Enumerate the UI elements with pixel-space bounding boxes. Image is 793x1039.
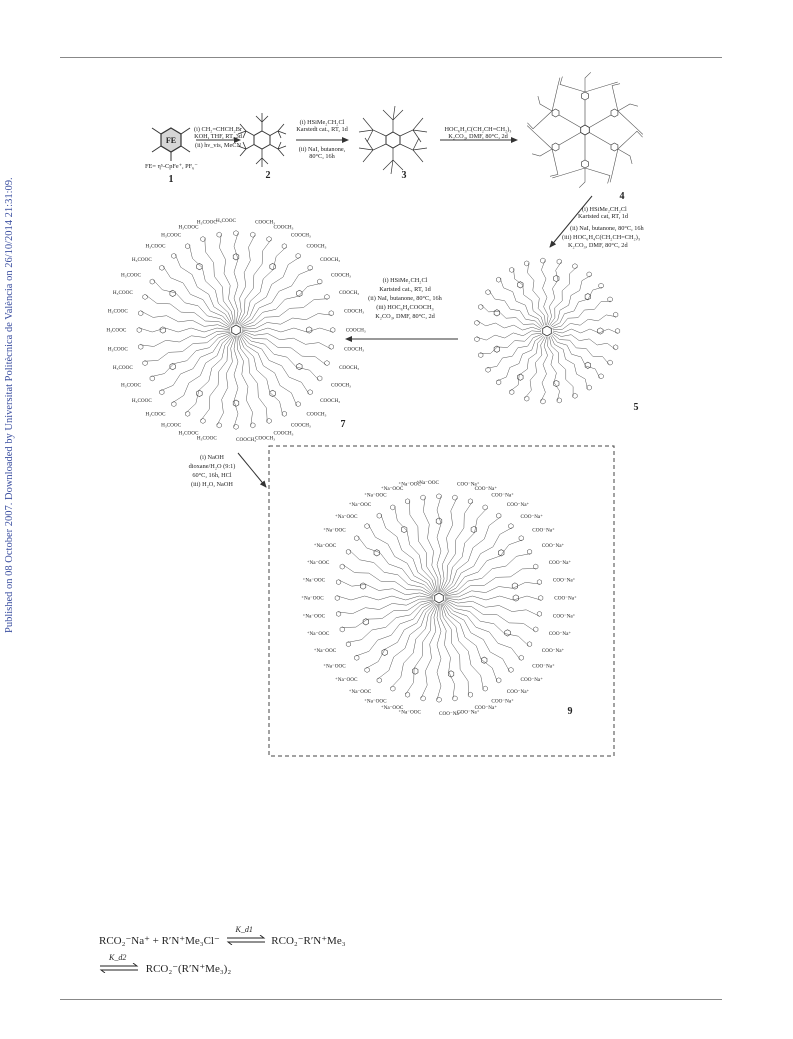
peripheral-group-label: COO⁻Na⁺	[541, 647, 565, 654]
branch-ring	[518, 374, 524, 380]
dendron-chain	[552, 287, 603, 327]
peripheral-ring	[534, 627, 539, 632]
peripheral-ring	[599, 374, 604, 379]
peripheral-ring	[405, 499, 410, 504]
peripheral-ring	[527, 642, 532, 647]
step-5-line-2: Kartsted cat., RT, 1d	[379, 286, 431, 293]
dendron-chain	[445, 600, 535, 631]
dendron-chain	[541, 337, 548, 401]
dendron-chain	[342, 600, 434, 628]
peripheral-group-label: ⁺Na⁻OOC	[348, 502, 372, 509]
branch-ring	[360, 583, 366, 589]
peripheral-group-label: ⁺Na⁻OOC	[398, 481, 421, 488]
dendron-chain	[241, 283, 321, 327]
peripheral-ring	[497, 678, 502, 683]
peripheral-group-label: H₃COOC	[196, 435, 217, 442]
peripheral-ring	[201, 237, 206, 242]
peripheral-group-label: COO⁻Na⁺	[532, 527, 555, 534]
dendron-chain	[366, 602, 435, 668]
peripheral-ring	[573, 264, 578, 269]
peripheral-group-label: ⁺Na⁻OOC	[313, 647, 337, 654]
dendron-chain	[144, 332, 230, 361]
peripheral-group-label: COOCH₃	[344, 346, 365, 353]
label-compound-9: 9	[567, 706, 573, 717]
branch-ring	[413, 668, 419, 674]
step-2-line-3: (ii) NaI, butanone,	[298, 146, 346, 153]
peripheral-ring	[483, 505, 488, 510]
peripheral-group-label: COO⁻Na⁺	[491, 698, 514, 705]
peripheral-group-label: COO⁻Na⁺	[520, 514, 543, 520]
peripheral-group-label: COO⁻Na⁺	[439, 710, 462, 717]
dendron-chain	[541, 261, 548, 326]
peripheral-ring	[318, 376, 323, 381]
dendron-chain	[239, 335, 283, 415]
dendron-chain	[551, 276, 591, 327]
dendron-chain	[444, 554, 530, 596]
core-ring	[543, 326, 552, 336]
step-4-line-5: K₂CO₃, DMF, 80°C, 2d	[568, 242, 628, 249]
peripheral-ring	[421, 696, 426, 701]
peripheral-ring	[525, 261, 530, 266]
step-2-line-1: (i) HSiMe₂CH₂Cl	[299, 119, 345, 126]
equilibrium-arrow-1-glyph	[226, 935, 266, 945]
step-6-line-4: (iii) H₂O, NaOH	[191, 481, 233, 488]
peripheral-group-label: COOCH₃	[320, 398, 341, 404]
step-2-line-2: Karstedt cat., RT, 1d	[296, 126, 348, 133]
peripheral-group-label: COOCH₃	[339, 365, 360, 371]
branch-ring	[401, 526, 407, 532]
fe-legend: FE= η⁵-CpFe⁺, PF₆⁻	[145, 163, 198, 170]
dendron-chain	[500, 278, 543, 326]
branch-ring	[554, 275, 560, 281]
peripheral-ring	[557, 259, 562, 264]
step-4-line-4: (iii) HOC₆H₄C(CH₂CH=CH₂)₃	[562, 234, 641, 241]
branch-ring	[270, 263, 276, 269]
peripheral-group-label: ⁺Na⁻OOC	[323, 663, 346, 670]
dendron-chain	[369, 525, 435, 594]
peripheral-group-label: COO⁻Na⁺	[548, 559, 572, 566]
peripheral-group-label: COOCH₃	[344, 308, 365, 315]
dendron-chain	[480, 333, 541, 354]
peripheral-ring	[453, 696, 458, 701]
peripheral-group-label: H₃COOC	[112, 290, 133, 296]
peripheral-ring	[329, 344, 334, 349]
peripheral-group-label: ⁺Na⁻OOC	[313, 543, 337, 550]
peripheral-group-label: COOCH₃	[331, 272, 351, 279]
branch-ring	[233, 400, 239, 406]
compound-3	[359, 106, 427, 174]
branch-ring	[585, 362, 591, 368]
dendron-chain	[348, 601, 434, 643]
step-2-line-4: 80°C, 16h	[309, 153, 335, 160]
dendron-chain	[553, 332, 615, 349]
peripheral-group-label: COO⁻Na⁺	[506, 502, 530, 509]
peripheral-ring	[325, 361, 330, 366]
dendron-chain	[441, 502, 472, 592]
dendron-chain	[220, 234, 236, 324]
peripheral-ring	[282, 411, 287, 416]
dendron-chain	[189, 245, 233, 325]
compound-2	[238, 113, 286, 167]
peripheral-group-label: ⁺Na⁻OOC	[348, 688, 372, 695]
step-4-line-2: Kartsted cat, RT, 1d	[578, 213, 629, 220]
peripheral-group-label: H₃COOC	[196, 219, 217, 226]
peripheral-group-label: COO⁻Na⁺	[532, 663, 555, 670]
dendron-chain	[205, 238, 234, 324]
step-4-line-1: (i) HSiMe₂CH₂Cl	[582, 206, 627, 213]
equation-product-1: RCO₂⁻R′N⁺Me₃	[271, 935, 346, 947]
arrow-step-6	[238, 453, 266, 487]
peripheral-ring	[217, 232, 222, 237]
peripheral-group-label: ⁺Na⁻OOC	[380, 485, 404, 492]
peripheral-group-label: COO⁻Na⁺	[552, 577, 576, 584]
dendron-chain	[489, 291, 542, 328]
peripheral-group-label: H₃COOC	[131, 257, 152, 263]
branch-ring	[233, 254, 239, 260]
dendron-chain	[552, 334, 609, 365]
peripheral-ring	[365, 524, 370, 529]
compound-1	[145, 128, 198, 185]
step-1-line-2: KOH, THF, RT, 3d	[194, 133, 242, 140]
peripheral-ring	[475, 320, 480, 325]
peripheral-group-label: COOCH₃	[290, 232, 311, 239]
step-5-line-1: (i) HSiMe₂CH₂Cl	[382, 277, 428, 284]
peripheral-ring	[251, 423, 256, 428]
dendron-chain	[406, 604, 437, 694]
peripheral-ring	[541, 258, 546, 263]
peripheral-group-label: ⁺Na⁻OOC	[302, 577, 326, 584]
peripheral-ring	[453, 495, 458, 500]
dendron-chain	[553, 329, 618, 333]
dendron-chain	[445, 569, 537, 597]
dendron-chain	[553, 315, 616, 330]
peripheral-group-label: H₃COOC	[161, 422, 182, 429]
equilibrium-arrow-2	[99, 952, 139, 976]
branch-ring	[374, 550, 380, 556]
peripheral-group-label: ⁺Na⁻OOC	[306, 631, 330, 638]
peripheral-group-label: H₃COOC	[216, 217, 236, 224]
peripheral-ring	[497, 513, 502, 518]
equation-product-2: RCO₂⁻(R′N⁺Me₃)₂	[145, 963, 232, 975]
peripheral-group-label: COOCH₃	[306, 243, 327, 250]
dendron-chain	[410, 501, 438, 593]
branch-ring	[512, 583, 518, 589]
peripheral-ring	[587, 385, 592, 390]
core-ring	[232, 325, 241, 335]
step-3-line-1: HOC₆H₃C(CH₂CH=CH₂)₃	[444, 126, 512, 133]
peripheral-ring	[405, 692, 410, 697]
peripheral-ring	[185, 411, 190, 416]
label-compound-2: 2	[265, 170, 271, 181]
peripheral-ring	[336, 580, 341, 585]
peripheral-group-label: ⁺Na⁻OOC	[306, 559, 330, 566]
peripheral-group-label: COOCH₃	[236, 437, 256, 444]
core-ring	[435, 593, 444, 603]
peripheral-group-label: H₃COOC	[107, 346, 128, 353]
step-4-line-3: (ii) NaI, butanone, 80°C, 16h	[570, 225, 644, 232]
dendron-chain	[551, 336, 588, 389]
branch-ring	[585, 294, 591, 300]
peripheral-group-label: H₃COOC	[121, 272, 141, 279]
peripheral-group-label: ⁺Na⁻OOC	[335, 514, 358, 520]
peripheral-group-label: COO⁻Na⁺	[491, 492, 514, 499]
peripheral-ring	[143, 294, 148, 299]
peripheral-ring	[519, 655, 524, 660]
download-note-text: Published on 08 October 2007. Downloaded by Universitat Politècnica de València on 26/10/2014 21:31:09.	[4, 177, 15, 633]
branch-ring	[170, 290, 176, 296]
peripheral-ring	[557, 398, 562, 403]
dendron-chain	[241, 269, 312, 326]
peripheral-group-label: COO⁻Na⁺	[457, 709, 480, 716]
dendron-chain	[442, 603, 484, 689]
peripheral-ring	[355, 536, 360, 541]
peripheral-ring	[510, 267, 515, 272]
kd2-label: K_d2	[109, 952, 127, 962]
peripheral-ring	[541, 399, 546, 404]
peripheral-group-label: ⁺Na⁻OOC	[416, 480, 439, 487]
peripheral-group-label: COOCH₃	[339, 290, 360, 296]
peripheral-ring	[251, 232, 256, 237]
peripheral-ring	[377, 678, 382, 683]
peripheral-group-label: COO⁻Na⁺	[520, 677, 543, 683]
peripheral-ring	[296, 253, 301, 258]
dendron-chain	[481, 305, 541, 329]
peripheral-group-label: COOCH₃	[273, 430, 294, 437]
equation-left: RCO₂⁻Na⁺ + R′N⁺Me₃Cl⁻	[99, 935, 220, 947]
compound-7-dendrimer	[106, 218, 366, 443]
peripheral-group-label: COO⁻Na⁺	[457, 481, 480, 488]
peripheral-group-label: ⁺Na⁻OOC	[364, 698, 387, 705]
peripheral-ring	[346, 549, 351, 554]
dendron-chain	[242, 299, 328, 328]
dendron-chain	[161, 334, 232, 391]
peripheral-group-label: COOCH₃	[255, 219, 276, 226]
peripheral-group-label: H₃COOC	[178, 430, 199, 437]
peripheral-ring	[185, 244, 190, 249]
label-compound-1: 1	[168, 174, 174, 185]
peripheral-ring	[519, 536, 524, 541]
peripheral-ring	[355, 655, 360, 660]
peripheral-group-label: COOCH₃	[306, 411, 327, 418]
peripheral-group-label: H₃COOC	[178, 224, 199, 231]
peripheral-group-label: COO⁻Na⁺	[506, 688, 530, 695]
branch-ring	[448, 671, 454, 677]
dendron-chain	[240, 335, 297, 406]
peripheral-ring	[365, 667, 370, 672]
peripheral-ring	[217, 423, 222, 428]
peripheral-group-label: ⁺Na⁻OOC	[364, 492, 387, 499]
peripheral-ring	[437, 494, 442, 499]
label-compound-7: 7	[340, 419, 346, 430]
peripheral-ring	[573, 393, 578, 398]
peripheral-ring	[479, 304, 484, 309]
peripheral-ring	[150, 279, 155, 284]
branch-ring	[471, 526, 477, 532]
peripheral-ring	[267, 418, 272, 423]
equilibrium-arrow-1	[226, 924, 266, 948]
peripheral-group-label: COO⁻Na⁺	[541, 543, 565, 550]
peripheral-ring	[296, 402, 301, 407]
peripheral-ring	[486, 290, 491, 295]
equation-line-1	[99, 924, 346, 948]
peripheral-group-label: H₃COOC	[106, 327, 127, 334]
dendron-chain	[443, 602, 509, 671]
peripheral-group-label: COOCH₃	[320, 257, 341, 263]
peripheral-group-label: ⁺Na⁻OOC	[380, 705, 404, 712]
peripheral-ring	[537, 611, 542, 616]
peripheral-ring	[308, 390, 313, 395]
peripheral-ring	[509, 667, 514, 672]
step-5-line-5: K₂CO₃, DMF, 80°C, 2d	[375, 313, 435, 320]
branch-ring	[436, 518, 442, 524]
dendron-chain	[343, 565, 433, 596]
peripheral-group-label: H₃COOC	[107, 308, 128, 315]
branch-ring	[306, 327, 312, 333]
step-1-line-1: (i) CH₂=CHCH₂Br	[194, 126, 242, 133]
peripheral-group-label: COOCH₃	[290, 422, 311, 429]
step-5-line-4: (iii) HOC₆H₄COOCH₃	[376, 304, 434, 311]
peripheral-group-label: H₃COOC	[161, 232, 182, 239]
branch-ring	[197, 390, 203, 396]
peripheral-ring	[172, 402, 177, 407]
peripheral-ring	[437, 697, 442, 702]
compound-9-dendrimer	[301, 480, 577, 717]
peripheral-group-label: ⁺Na⁻OOC	[335, 677, 358, 683]
dendron-chain	[441, 604, 469, 696]
peripheral-ring	[201, 418, 206, 423]
peripheral-ring	[267, 237, 272, 242]
dendron-chain	[510, 336, 544, 391]
dendron-chain	[242, 314, 332, 330]
peripheral-group-label: ⁺Na⁻OOC	[398, 709, 421, 716]
step-6-line-3: 60°C, 16h, HCl	[192, 472, 232, 479]
label-compound-3: 3	[401, 170, 407, 181]
peripheral-ring	[340, 564, 345, 569]
step-6-line-1: (i) NaOH	[200, 454, 224, 461]
equation-line-2	[99, 952, 232, 976]
compound-4	[527, 72, 643, 187]
label-compound-4: 4	[619, 191, 625, 202]
peripheral-group-label: COOCH₃	[345, 327, 366, 334]
peripheral-ring	[377, 513, 382, 518]
dendron-chain	[175, 255, 232, 326]
peripheral-ring	[496, 277, 501, 282]
peripheral-ring	[509, 524, 514, 529]
peripheral-ring	[282, 244, 287, 249]
peripheral-ring	[391, 686, 396, 691]
branch-ring	[598, 328, 604, 334]
bottom-rule	[60, 999, 722, 1000]
dendron-chain	[140, 331, 230, 347]
peripheral-ring	[391, 505, 396, 510]
branch-ring	[505, 630, 511, 636]
dendron-chain	[549, 337, 573, 397]
label-compound-5: 5	[633, 402, 639, 413]
step-3-line-2: K₂CO₃, DMF, 80°C, 2d	[448, 133, 508, 140]
peripheral-group-label: H₃COOC	[112, 365, 133, 371]
dendron-chain	[477, 331, 541, 340]
fe-symbol: FE	[165, 136, 177, 145]
dendron-chain	[514, 269, 545, 326]
peripheral-group-label: COOCH₃	[331, 382, 351, 389]
peripheral-ring	[483, 686, 488, 691]
peripheral-group-label: H₃COOC	[121, 382, 141, 389]
peripheral-ring	[172, 253, 177, 258]
dendron-chain	[548, 262, 561, 325]
branch-ring	[160, 327, 166, 333]
peripheral-ring	[160, 265, 165, 270]
peripheral-ring	[421, 495, 426, 500]
peripheral-group-label: COO⁻Na⁺	[548, 631, 572, 638]
peripheral-group-label: ⁺Na⁻OOC	[323, 527, 346, 534]
step-1-line-3: (ii) hν_vis, MeCN	[194, 142, 242, 149]
peripheral-group-label: H₃COOC	[145, 243, 166, 250]
peripheral-group-label: COOCH₃	[273, 224, 294, 231]
compound-5-dendrimer	[475, 258, 620, 404]
peripheral-ring	[510, 390, 515, 395]
peripheral-group-label: COO⁻Na⁺	[554, 595, 577, 602]
peripheral-group-label: COO⁻Na⁺	[552, 613, 576, 620]
peripheral-ring	[234, 231, 239, 236]
dendron-chain	[443, 528, 512, 594]
dendron-chain	[477, 321, 541, 331]
peripheral-ring	[139, 311, 144, 316]
step-5-line-3: (ii) NaI, butanone, 80°C, 16h	[368, 295, 442, 302]
peripheral-group-label: COO⁻Na⁺	[474, 485, 498, 492]
peripheral-ring	[468, 692, 473, 697]
dendron-chain	[238, 336, 267, 422]
branch-ring	[494, 310, 500, 316]
peripheral-group-label: ⁺Na⁻OOC	[302, 613, 326, 620]
peripheral-group-label: ⁺Na⁻OOC	[301, 595, 324, 602]
dendron-chain	[151, 333, 231, 377]
peripheral-ring	[608, 360, 613, 365]
peripheral-ring	[468, 499, 473, 504]
peripheral-ring	[234, 424, 239, 429]
peripheral-ring	[525, 396, 530, 401]
dendron-chain	[395, 507, 437, 593]
dendron-chain	[237, 336, 253, 426]
peripheral-ring	[613, 345, 618, 350]
peripheral-group-label: COO⁻Na⁺	[474, 705, 498, 712]
peripheral-group-label: H₃COOC	[145, 411, 166, 418]
branch-ring	[513, 595, 519, 601]
branch-ring	[297, 363, 303, 369]
step-6-line-2: dioxane/H₂O (9:1)	[188, 463, 236, 470]
kd1-label: K_d1	[235, 924, 253, 934]
peripheral-group-label: COOCH₃	[255, 435, 276, 442]
peripheral-group-label: H₃COOC	[131, 398, 152, 404]
equilibrium-arrow-2-glyph	[99, 963, 139, 973]
